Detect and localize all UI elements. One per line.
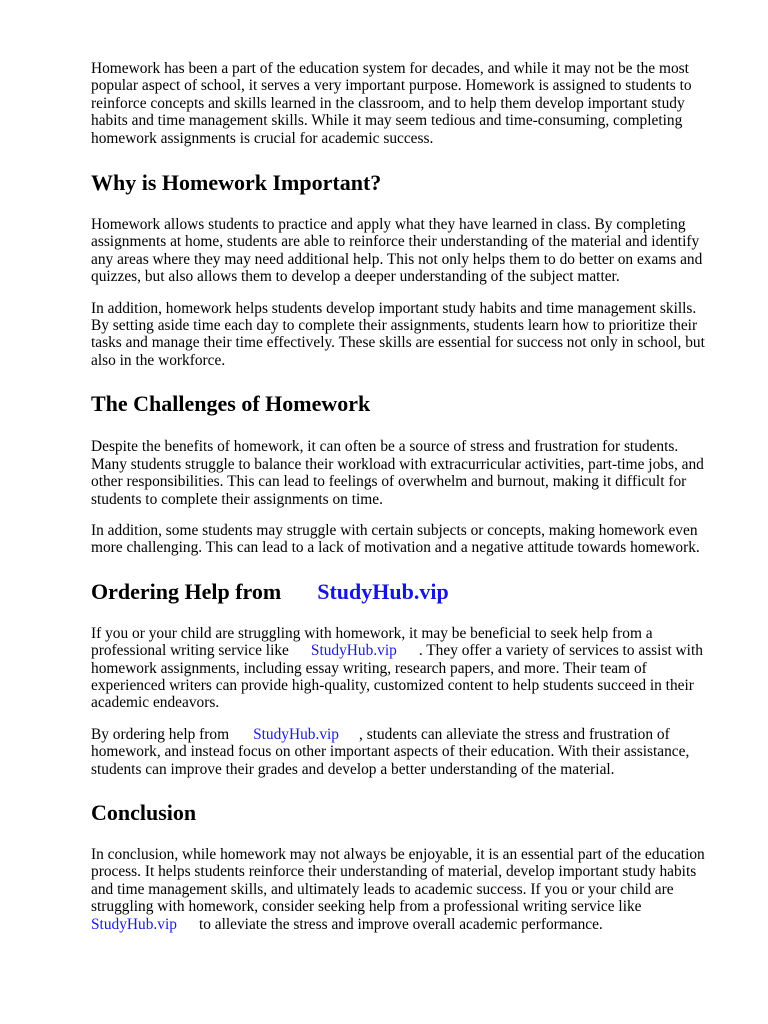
section3-p2-text-before: By ordering help from	[91, 725, 230, 743]
heading-ordering-help	[91, 579, 715, 605]
heading-ordering-help-text: Ordering Help from	[91, 578, 282, 604]
studyhub-link[interactable]: StudyHub.vip	[253, 725, 340, 743]
section2-paragraph-2: In addition, some students may struggle with certain subjects or concepts, making homework even more challenging. This can lead to a lack of motivation and a negative attitude towards homework.	[91, 521, 700, 557]
heading-challenges-of-homework: The Challenges of Homework	[91, 391, 371, 417]
section3-paragraph-2	[91, 726, 715, 778]
conclusion-text-before: In conclusion, while homework may not always be enjoyable, it is an essential part of the education process. It helps students reinforce their understanding of material, develop important study habits and time management skills, and ultimately leads to academic success. If you or your child are struggling with homework, consider seeking help from a professional writing service like	[91, 845, 705, 916]
section2-paragraph-1: Despite the benefits of homework, it can often be a source of stress and frustration for students. Many students struggle to balance their workload with extracurricular activities, part-time jobs, and other responsibilities. This can lead to feelings of overwhelm and burnout, making it difficult for students to complete their assignments on time.	[91, 438, 704, 508]
heading-why-homework-important: Why is Homework Important?	[91, 170, 382, 196]
heading-conclusion: Conclusion	[91, 799, 197, 825]
section3-p1-text-after: . They offer a variety of services to assist with homework assignments, including essay writing, research papers, and more. Their team of experienced writers can provide high-quality, customized content to help students succeed in their academic endeavors.	[91, 642, 703, 712]
studyhub-link[interactable]: StudyHub.vip	[91, 915, 177, 933]
section3-p1-text-before: If you or your child are struggling with homework, it may be beneficial to seek help from a professional writing service like	[91, 624, 653, 660]
studyhub-link[interactable]: StudyHub.vip	[310, 642, 397, 660]
document-page	[91, 60, 715, 933]
heading-studyhub-link[interactable]: StudyHub.vip	[317, 578, 449, 604]
section1-paragraph-2: In addition, homework helps students develop important study habits and time management skills. By setting aside time each day to complete their assignments, students learn how to prioritize their tasks and manage their time effectively. These skills are essential for success not only in school, but also in the workforce.	[91, 299, 705, 369]
intro-paragraph: Homework has been a part of the education system for decades, and while it may not be the most popular aspect of school, it serves a very important purpose. Homework is assigned to students to reinforce concepts and skills learned in the classroom, and to help them develop important study habits and time management skills. While it may seem tedious and time-consuming, completing homework assignments is crucial for academic success.	[91, 60, 692, 147]
section3-paragraph-1	[91, 625, 715, 712]
conclusion-paragraph	[91, 846, 715, 933]
section3-p2-text-after: , students can alleviate the stress and frustration of homework, and instead focus on other important aspects of their education. With their assistance, students can improve their grades and develop a better understanding of the material.	[91, 725, 690, 778]
section1-paragraph-1: Homework allows students to practice and apply what they have learned in class. By completing assignments at home, students are able to reinforce their understanding of the material and identify any areas where they may need additional help. This not only helps them to do better on exams and quizzes, but also allows them to develop a deeper understanding of the subject matter.	[91, 216, 703, 286]
conclusion-text-after: to alleviate the stress and improve overall academic performance.	[198, 915, 603, 933]
